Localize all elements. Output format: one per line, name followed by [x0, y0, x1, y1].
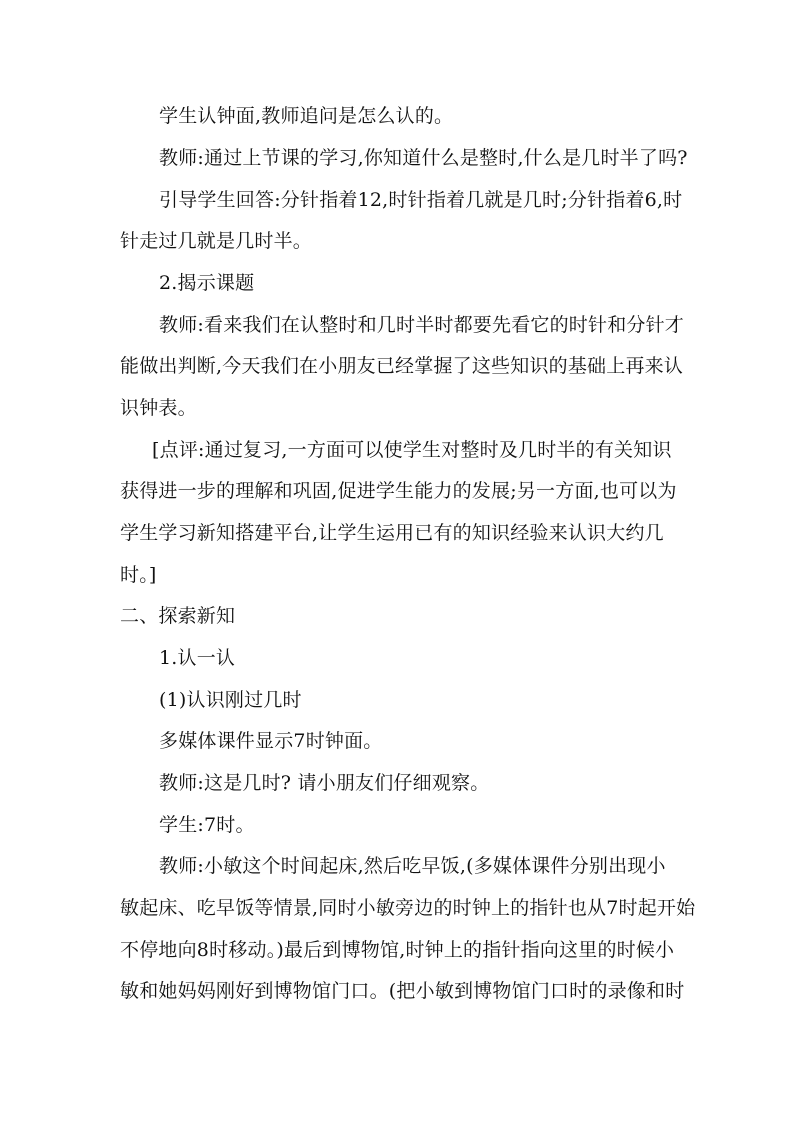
text-line: 不停地向8时移动。)最后到博物馆,时钟上的指针指向这里的时候小 [120, 939, 675, 961]
comment-line: 学生学习新知搭建平台,让学生运用已有的知识经验来认识大约几 [120, 522, 664, 544]
text-line: 教师:这是几时? 请小朋友们仔细观察。 [159, 772, 490, 794]
comment-line: 时。] [120, 564, 157, 586]
text-line: 学生:7时。 [159, 814, 255, 836]
text-line: 敏起床、吃早饭等情景,同时小敏旁边的时钟上的指针也从7时起开始 [120, 897, 696, 919]
text-line: 教师:小敏这个时间起床,然后吃早饭,(多媒体课件分别出现小 [159, 855, 666, 877]
text-line: 教师:看来我们在认整时和几时半时都要先看它的时针和分针才 [159, 314, 685, 336]
comment-line: 获得进一步的理解和巩固,促进学生能力的发展;另一方面,也可以为 [120, 480, 677, 502]
text-line: 识钟表。 [120, 397, 197, 419]
subsection-heading: 1.认一认 [159, 647, 236, 669]
text-line: 能做出判断,今天我们在小朋友已经掌握了这些知识的基础上再来认 [120, 355, 684, 377]
section-heading: 二、探索新知 [120, 605, 236, 627]
section-heading: 2.揭示课题 [159, 272, 255, 294]
text-line: 多媒体课件显示7时钟面。 [159, 730, 383, 752]
text-line: 针走过几就是几时半。 [120, 230, 313, 252]
text-line: 学生认钟面,教师追问是怎么认的。 [159, 105, 454, 127]
subsection-heading: (1)认识刚过几时 [159, 689, 302, 711]
text-line: 教师:通过上节课的学习,你知道什么是整时,什么是几时半了吗? [159, 147, 688, 169]
text-line: 引导学生回答:分针指着12,时针指着几就是几时;分针指着6,时 [159, 189, 683, 211]
text-line: 敏和她妈妈刚好到博物馆门口。(把小敏到博物馆门口时的录像和时 [120, 980, 685, 1002]
comment-line: [点评:通过复习,一方面可以使学生对整时及几时半的有关知识 [152, 439, 672, 461]
